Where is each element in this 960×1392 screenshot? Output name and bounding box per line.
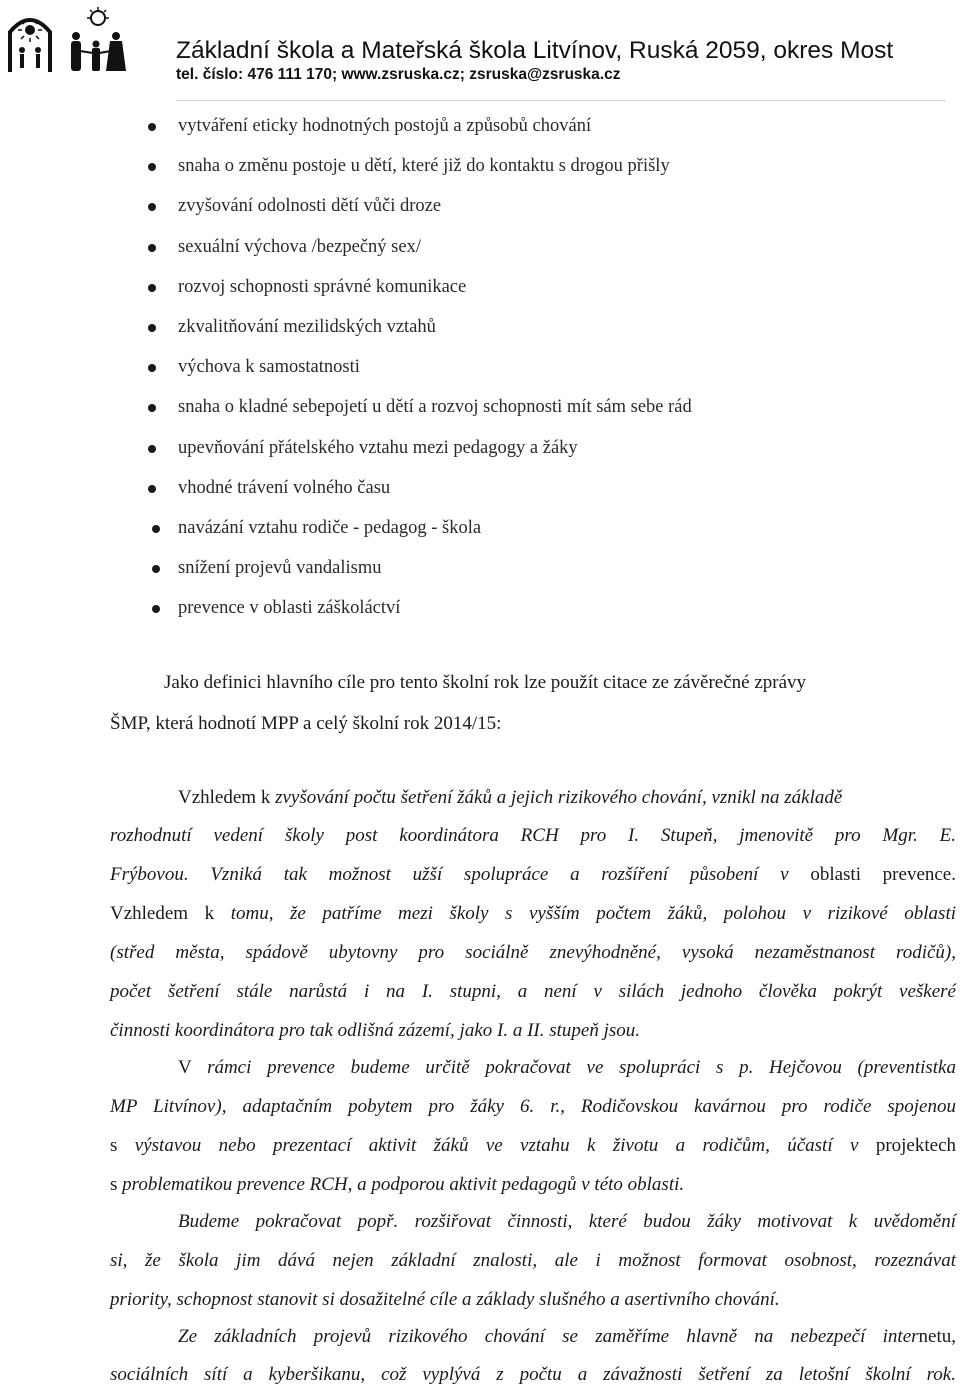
list-item: navázání vztahu rodiče - pedagog - škola bbox=[0, 512, 960, 552]
list-item: vytváření eticky hodnotných postojů a způsobů chování bbox=[0, 110, 960, 150]
goals-list bbox=[0, 110, 960, 632]
list-item: prevence v oblasti záškoláctví bbox=[0, 592, 960, 632]
list-item: rozvoj schopnosti správné komunikace bbox=[0, 271, 960, 311]
bullet-icon bbox=[152, 525, 160, 533]
bullet-icon bbox=[152, 565, 160, 573]
bullet-icon bbox=[148, 284, 156, 292]
quote-line-16: sociálních sítí a kyberšikanu, což vyplývá z počtu a závažnosti šetření za letošní školní rok. bbox=[110, 1364, 956, 1385]
quote-line-15: Ze základních projevů rizikového chování se zaměříme hlavně na nebezpečí internetu, bbox=[178, 1326, 956, 1347]
quote-line-2: rozhodnutí vedení školy post koordinátora RCH pro I. Stupeň, jmenovitě pro Mgr. E. bbox=[110, 825, 956, 846]
bullet-icon bbox=[148, 364, 156, 372]
list-item: zvyšování odolnosti dětí vůči droze bbox=[0, 190, 960, 230]
quote-line-3: Frýbovou. Vzniká tak možnost užší spolupráce a rozšíření působení v oblasti prevence. bbox=[110, 864, 956, 885]
school-contact: tel. číslo: 476 111 170; www.zsruska.cz; zsruska@zsruska.cz bbox=[176, 66, 621, 83]
quote-line-1: Vzhledem k zvyšování počtu šetření žáků a jejich rizikového chování, vznikl na základě bbox=[178, 787, 843, 808]
bullet-icon bbox=[148, 324, 156, 332]
bullet-icon bbox=[148, 404, 156, 412]
quote-line-10: s výstavou nebo prezentací aktivit žáků ve vztahu k životu a rodičům, účastí v projektech bbox=[110, 1135, 956, 1156]
bullet-icon bbox=[148, 123, 156, 131]
list-item: sexuální výchova /bezpečný sex/ bbox=[0, 231, 960, 271]
quote-line-12: Budeme pokračovat popř. rozšiřovat činnosti, které budou žáky motivovat k uvědomění bbox=[178, 1211, 956, 1232]
letterhead bbox=[0, 0, 960, 100]
header-divider bbox=[176, 100, 946, 101]
quote-line-7: činnosti koordinátora pro tak odlišná zázemí, jako I. a II. stupeň jsou. bbox=[110, 1020, 641, 1041]
quote-line-11: s problematikou prevence RCH, a podporou aktivit pedagogů v této oblasti. bbox=[110, 1174, 685, 1195]
bullet-icon bbox=[148, 485, 156, 493]
school-logo-family-icon bbox=[62, 6, 130, 78]
quote-line-9: MP Litvínov), adaptačním pobytem pro žáky 6. r., Rodičovskou kavárnou pro rodiče spojenou bbox=[110, 1096, 956, 1117]
quote-line-8: V rámci prevence budeme určitě pokračovat ve spolupráci s p. Hejčovou (preventistka bbox=[178, 1057, 956, 1078]
bullet-icon bbox=[148, 244, 156, 252]
quote-line-5: (střed města, spádově ubytovny pro sociálně znevýhodněné, vysoká nezaměstnanost rodičů), bbox=[110, 942, 956, 963]
list-item: snaha o kladné sebepojetí u dětí a rozvoj schopnosti mít sám sebe rád bbox=[0, 391, 960, 431]
list-item: vhodné trávení volného času bbox=[0, 472, 960, 512]
quote-line-14: priority, schopnost stanovit si dosažitelné cíle a základy slušného a asertivního chování. bbox=[110, 1289, 780, 1310]
school-logo-sun-icon bbox=[4, 6, 56, 74]
school-name: Základní škola a Mateřská škola Litvínov, Ruská 2059, okres Most bbox=[176, 37, 894, 64]
list-item: upevňování přátelského vztahu mezi pedagogy a žáky bbox=[0, 432, 960, 472]
intro-line-2: ŠMP, která hodnotí MPP a celý školní rok 2014/15: bbox=[110, 713, 502, 734]
quote-line-6: počet šetření stále narůstá i na I. stupni, a není v silách jednoho člověka pokrýt veškeré bbox=[110, 981, 956, 1002]
list-item: zkvalitňování mezilidských vztahů bbox=[0, 311, 960, 351]
list-item: snížení projevů vandalismu bbox=[0, 552, 960, 592]
bullet-icon bbox=[148, 203, 156, 211]
bullet-icon bbox=[148, 163, 156, 171]
list-item: snaha o změnu postoje u dětí, které již do kontaktu s drogou přišly bbox=[0, 150, 960, 190]
quote-line-4: Vzhledem k tomu, že patříme mezi školy s vyšším počtem žáků, polohou v rizikové oblasti bbox=[110, 903, 957, 924]
list-item: výchova k samostatnosti bbox=[0, 351, 960, 391]
bullet-icon bbox=[148, 445, 156, 453]
intro-line-1: Jako definici hlavního cíle pro tento školní rok lze použít citace ze závěrečné zprávy bbox=[164, 672, 807, 693]
bullet-icon bbox=[152, 605, 160, 613]
quote-line-13: si, že škola jim dává nejen základní znalosti, ale i možnost formovat osobnost, rozeznávat bbox=[110, 1250, 956, 1271]
